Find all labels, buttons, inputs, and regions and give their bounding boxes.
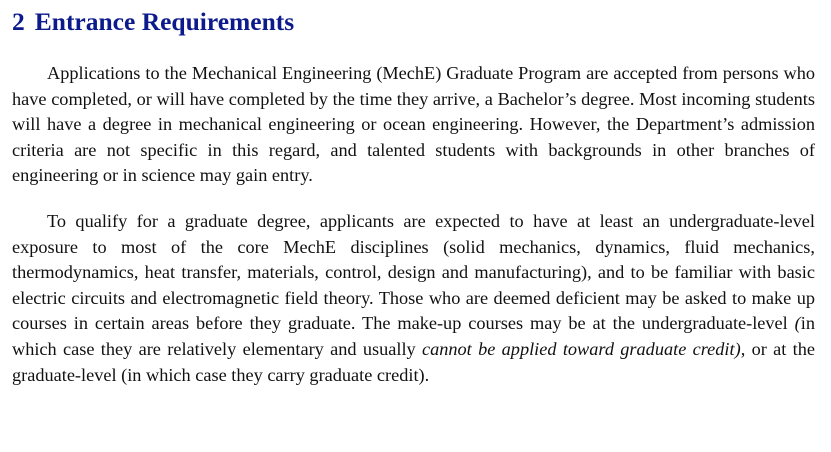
paragraph-text-part2: in which case they are relatively elementary and usually <box>12 313 815 359</box>
paragraph-text-part1: To qualify for a graduate degree, applicants are expected to have at least an undergraduate-level exposure to most of the core MechE disciplines (solid mechanics, dynamics, fluid mechanics, thermodynamics, heat transfer, materials, control, design and manufacturing), and to be familiar with basic electric circuits and electromagnetic field theory. Those who are deemed deficient may be asked to make up courses in certain areas before they graduate. The make-up courses may be at the undergraduate-level <box>12 210 815 334</box>
paragraph-text-part3: , or at the graduate-level (in which case they carry graduate credit). <box>12 338 816 385</box>
paragraph-qualifications <box>12 209 815 388</box>
paragraph-admissions: Applications to the Mechanical Engineering (MechE) Graduate Program are accepted from persons who have completed, or will have completed by the time they arrive, a Bachelor’s degree. Most incoming students will have a degree in mechanical engineering or ocean engineering. However, the Department’s admission criteria are not specific in this regard, and talented students with backgrounds in other branches of engineering or in science may gain entry. <box>12 63 815 186</box>
document-page <box>12 4 815 388</box>
section-number: 2 <box>12 7 25 36</box>
section-title: Entrance Requirements <box>34 7 295 36</box>
italic-phrase: cannot be applied toward graduate credit) <box>422 338 741 359</box>
section-heading <box>12 4 815 40</box>
italic-open-paren: ( <box>794 313 801 334</box>
